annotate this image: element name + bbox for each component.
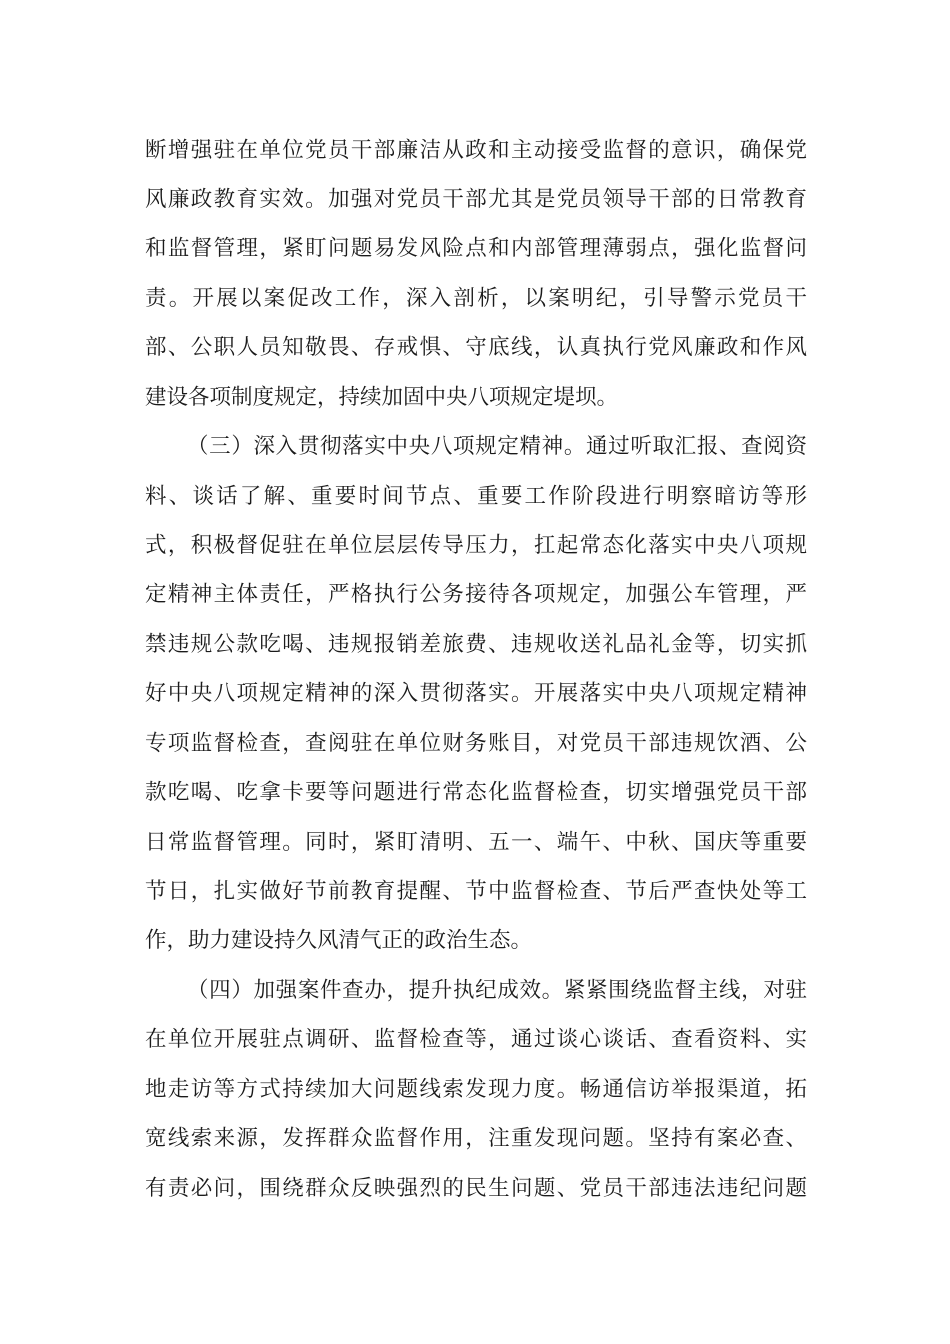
text-line: 式，积极督促驻在单位层层传导压力，扛起常态化落实中央八项规: [145, 533, 807, 558]
text-line: 款吃喝、吃拿卡要等问题进行常态化监督检查，切实增强党员干部: [145, 780, 807, 805]
text-line: 好中央八项规定精神的深入贯彻落实。开展落实中央八项规定精神: [145, 681, 807, 706]
text-line: 在单位开展驻点调研、监督检查等，通过谈心谈话、查看资料、实: [145, 1027, 807, 1052]
paragraph-heading-line: （四）加强案件查办，提升执纪成效。紧紧围绕监督主线，对驻: [187, 978, 807, 1003]
text-line: 料、谈话了解、重要时间节点、重要工作阶段进行明察暗访等形: [145, 484, 807, 509]
text-line: 定精神主体责任，严格执行公务接待各项规定，加强公车管理，严: [145, 582, 807, 607]
text-line: 风廉政教育实效。加强对党员干部尤其是党员领导干部的日常教育: [145, 187, 807, 212]
text-line: 建设各项制度规定，持续加固中央八项规定堤坝。: [145, 385, 619, 410]
paragraph-heading-line: （三）深入贯彻落实中央八项规定精神。通过听取汇报、查阅资: [187, 434, 807, 459]
text-line: 宽线索来源，发挥群众监督作用，注重发现问题。坚持有案必查、: [145, 1126, 807, 1151]
text-line: 地走访等方式持续加大问题线索发现力度。畅通信访举报渠道，拓: [145, 1077, 807, 1102]
text-line: 部、公职人员知敬畏、存戒惧、守底线，认真执行党风廉政和作风: [145, 335, 807, 360]
text-line: 断增强驻在单位党员干部廉洁从政和主动接受监督的意识，确保党: [145, 138, 807, 163]
text-line: 日常监督管理。同时，紧盯清明、五一、端午、中秋、国庆等重要: [145, 830, 807, 855]
text-line: 禁违规公款吃喝、违规报销差旅费、违规收送礼品礼金等，切实抓: [145, 632, 807, 657]
text-line: 责。开展以案促改工作，深入剖析，以案明纪，引导警示党员干: [145, 286, 807, 311]
text-line: 有责必问，围绕群众反映强烈的民生问题、党员干部违法违纪问题: [145, 1176, 807, 1201]
text-line: 专项监督检查，查阅驻在单位财务账目，对党员干部违规饮酒、公: [145, 731, 807, 756]
text-line: 作，助力建设持久风清气正的政治生态。: [145, 928, 533, 953]
text-line: 和监督管理，紧盯问题易发风险点和内部管理薄弱点，强化监督问: [145, 236, 807, 261]
text-line: 节日，扎实做好节前教育提醒、节中监督检查、节后严查快处等工: [145, 879, 807, 904]
